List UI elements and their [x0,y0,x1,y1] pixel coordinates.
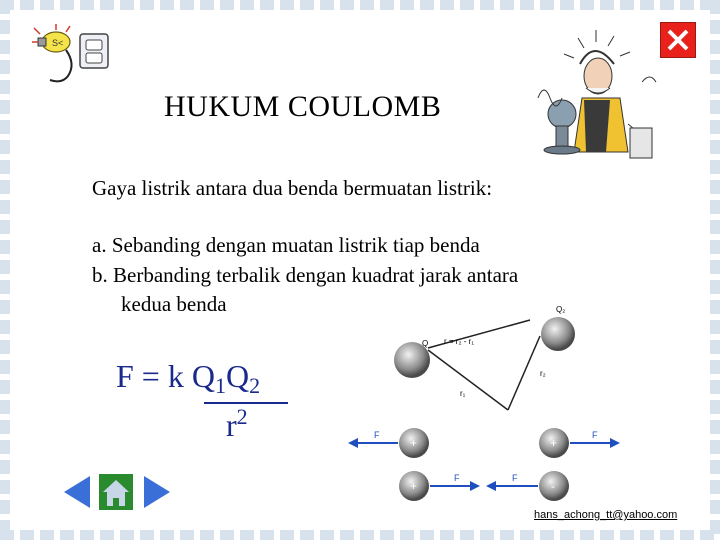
scientist-illustration [524,28,664,168]
decorative-border-top [0,0,720,10]
formula-q1: Q [191,358,215,394]
formula-q2: Q [225,358,250,394]
next-slide-button[interactable] [140,474,174,510]
force-label-attract-right: F [512,473,518,483]
formula-r-exponent: 2 [236,404,248,429]
plus-sign: + [410,479,418,493]
formula-q1-subscript: 1 [214,373,226,398]
decorative-border-right [710,0,720,540]
force-label-right: F [592,430,598,440]
formula-q2-subscript: 2 [249,373,261,398]
coulomb-diagram [340,300,630,510]
charge-q1-label: Q [422,339,429,348]
arrow-right-icon [140,474,174,510]
decorative-border-left [0,0,10,540]
plus-sign: + [550,436,558,450]
list-item-b-continuation: kedua benda [121,292,227,316]
close-icon [661,23,695,57]
coulomb-formula-denominator [226,404,248,444]
vector-label: r = r₂ - r₁ [444,337,475,346]
plus-sign: + [410,436,418,450]
intro-text: Gaya listrik antara dua benda bermuatan listrik: [92,176,493,200]
list-text: Berbanding terbalik dengan kuadrat jarak antara [113,263,519,287]
formula-r: r [226,407,237,443]
list-marker: a. [92,233,107,257]
list-marker: b. [92,263,108,287]
prev-slide-button[interactable] [60,474,94,510]
svg-text:S<: S< [52,38,64,48]
charge-q2-sphere [541,317,575,351]
r2-label: r₂ [540,369,546,378]
list-item-b [92,263,518,288]
coulomb-formula-numerator [116,358,260,399]
slide-title: HUKUM COULOMB [164,90,442,123]
formula-lhs: F = k [116,358,184,394]
decorative-border-bottom [0,530,720,540]
close-button[interactable] [660,22,696,58]
list-text: Sebanding dengan muatan listrik tiap benda [111,233,480,257]
light-bulb-plug-icon [28,20,112,92]
force-label-attract-left: F [454,473,460,483]
home-icon [99,474,133,510]
charge-q2-label: Q₂ [556,305,566,314]
force-label-left: F [374,430,380,440]
arrow-left-icon [60,474,94,510]
r1-label: r₁ [460,389,466,398]
home-button[interactable] [99,474,133,510]
minus-sign: - [551,479,555,493]
list-item-a [92,233,480,258]
author-email-link[interactable]: hans_achong_tt@yahoo.com [534,509,678,521]
